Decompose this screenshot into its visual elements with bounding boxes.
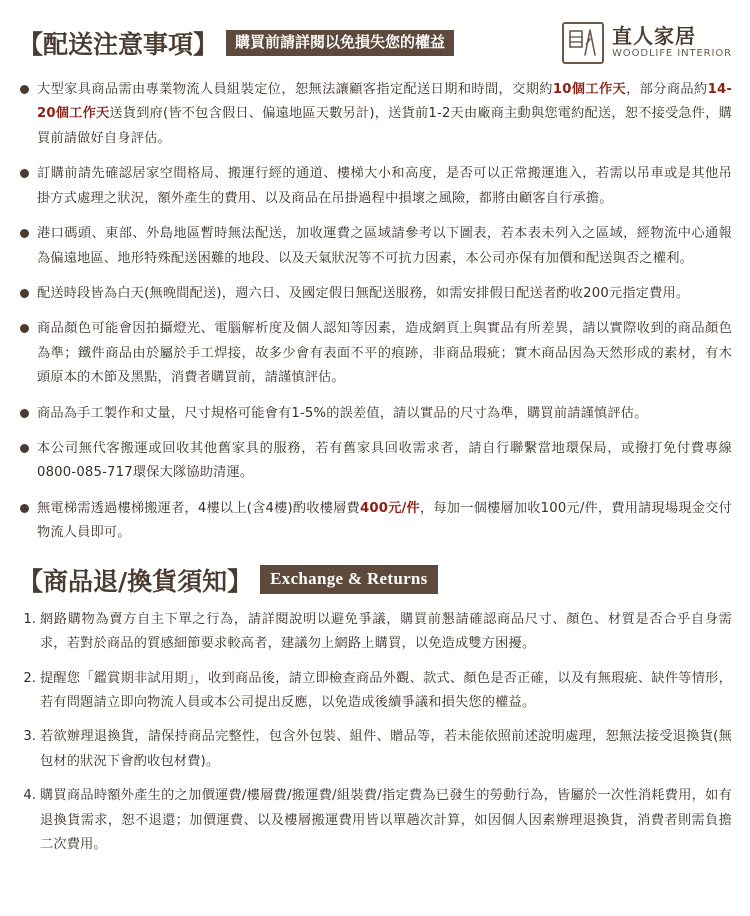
notice-text: [37, 497, 732, 546]
brand-logo-text: [612, 26, 732, 60]
list-item-text: 若欲辦理退換貨，請保持商品完整性，包含外包裝、組件、贈品等，若未能依照前述說明處理，恕無法接受退換貨(無包材的狀況下會酌收包材費)。: [40, 729, 732, 769]
body-text: 本公司無代客搬運或回收其他舊家具的服務，若有舊家具回收需求者，請自行聯繫當地環保局，或撥打免付費專線0800-085-717環保大隊協助清運。: [37, 441, 732, 481]
notice-text: [37, 402, 732, 426]
notice-item: [18, 162, 732, 211]
body-text: 商品顏色可能會因拍攝燈光、電腦解析度及個人認知等因素，造成網頁上與實品有所差異，請以實際收到的商品顏色為準；鐵件商品由於屬於手工焊接，故多少會有表面不平的痕跡，非商品瑕疵；實木商品因為天然形成的素材，有木頭原本的木節及黑點，消費者購買前，請謹慎評估。: [37, 321, 732, 386]
body-text: 訂購前請先確認居家空間格局、搬運行經的通道、樓梯大小和高度，是否可以正常搬運進入，若需以吊車或是其他吊掛方式處理之狀況，額外產生的費用、以及商品在吊掛過程中損壞之風險，都將由顧客自行承擔。: [37, 166, 732, 206]
bullet-icon: [20, 169, 29, 178]
bullet-icon: [20, 229, 29, 238]
list-item-number: 1.: [23, 611, 36, 627]
bullet-icon: [20, 85, 29, 94]
list-item-text: 提醒您「鑑賞期非試用期」，收到商品後，請立即檢查商品外觀、款式、顏色是否正確，以及有無瑕疵、缺件等情形，若有問題請立即向物流人員或本公司提出反應，以免造成後續爭議和損失您的權益。: [40, 670, 732, 711]
body-text: 大型家具商品需由專業物流人員組裝定位，恕無法讓顧客指定配送日期和時間，交期約: [37, 82, 553, 97]
list-item-number: 2.: [23, 670, 36, 686]
notice-text: [37, 317, 732, 390]
brand-name-cn: 直人家居: [612, 24, 697, 49]
body-text: ，部分商品約: [626, 82, 708, 97]
notice-text: [37, 162, 732, 211]
returns-list-item: [18, 608, 732, 657]
bullet-icon: [20, 289, 29, 298]
returns-list-item: [18, 667, 732, 716]
header-title-group: [18, 25, 454, 61]
list-item-number: 3.: [23, 729, 36, 745]
list-item-text: 購買商品時額外產生的之加價運費/樓層費/搬運費/組裝費/指定費為已發生的勞動行為，皆屬於一次性消耗費用，如有退換貨需求，恕不退還；加價運費、以及樓層搬運費用皆以單趟次計算，如因個人因素辦理退換貨，消費者則需負擔二次費用。: [40, 788, 732, 853]
notice-text: [37, 78, 732, 151]
brand-name-en: WOODLIFE INTERIOR: [612, 48, 732, 60]
notice-item: [18, 437, 732, 486]
body-text: 港口碼頭、東部、外島地區暫時無法配送，加收運費之區域請參考以下圖表，若本表未列入之區域，經物流中心通報為偏遠地區、地形特殊配送困難的地段、以及天氣狀況等不可抗力因素，本公司亦保有加價和配送與否之權利。: [37, 226, 732, 266]
document-header: [18, 14, 732, 72]
notice-item: [18, 78, 732, 151]
body-text: 商品為手工製作和丈量，尺寸規格可能會有1-5%的誤差值，請以實品的尺寸為準，購買前請謹慎評估。: [37, 405, 648, 421]
bullet-icon: [20, 324, 29, 333]
list-item-number: 4.: [23, 788, 36, 804]
highlighted-text: 14-20個工作天: [37, 82, 732, 122]
body-text: ，每加一個樓層加收100元/件，費用請現場現金交付物流人員即可。: [37, 500, 732, 541]
notice-item: [18, 497, 732, 546]
bullet-icon: [20, 504, 29, 513]
returns-section-header: [18, 562, 732, 598]
shipping-notes-list: [18, 78, 732, 546]
bullet-icon: [20, 444, 29, 453]
header-ribbon-label: 購買前請詳閱以免損失您的權益: [226, 30, 454, 56]
list-item-text: 網路購物為賣方自主下單之行為，請詳閱說明以避免爭議，購買前懇請確認商品尺寸、顏色、材質是否合乎自身需求，若對於商品的質感細節要求較高者，建議勿上網路上購買，以免造成雙方困擾。: [40, 611, 732, 652]
notice-item: [18, 402, 732, 426]
brand-logo: [562, 22, 732, 64]
returns-list: [18, 608, 732, 858]
notice-text: [37, 437, 732, 486]
notice-item: [18, 317, 732, 390]
returns-section-title: 【商品退/換貨須知】: [18, 566, 253, 596]
body-text: 無電梯需透過樓梯搬運者，4樓以上(含4樓)酌收樓層費: [37, 500, 360, 516]
notice-text: [37, 222, 732, 271]
bullet-icon: [20, 409, 29, 418]
woodlife-logo-icon: [562, 22, 604, 64]
highlighted-text: 400元/件: [359, 500, 420, 516]
page-title: 【配送注意事項】: [18, 30, 219, 59]
highlighted-text: 10個工作天: [552, 82, 627, 97]
returns-list-item: [18, 725, 732, 774]
body-text: 配送時段皆為白天(無晚間配送)，週六日、及國定假日無配送服務，如需安排假日配送者酌收200元指定費用。: [37, 285, 690, 301]
returns-section-ribbon: Exchange & Returns: [260, 565, 437, 594]
notice-text: [37, 282, 732, 306]
notice-item: [18, 282, 732, 306]
notice-item: [18, 222, 732, 271]
returns-list-item: [18, 784, 732, 857]
body-text: 送貨到府(皆不包含假日、偏遠地區天數另計)，送貨前1-2天由廠商主動與您電約配送，恕不接受急件，購買前請做好自身評估。: [37, 106, 732, 146]
